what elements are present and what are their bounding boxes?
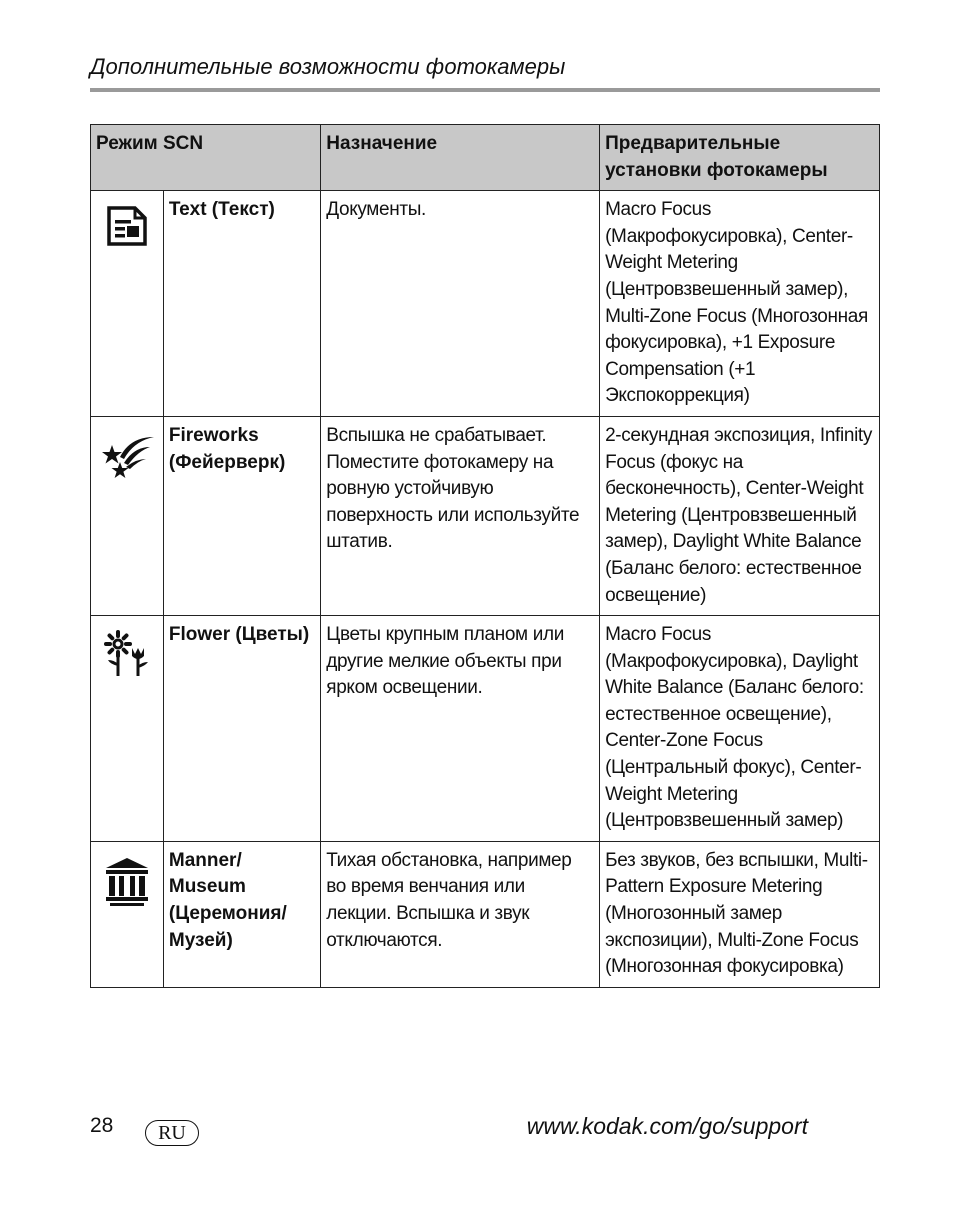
mode-purpose: Тихая обстановка, например во время венчания или лекции. Вспышка и звук отключаются. xyxy=(321,841,600,987)
icon-cell xyxy=(91,616,164,842)
page-header-title: Дополнительные возможности фотокамеры xyxy=(90,54,566,79)
museum-icon xyxy=(104,856,150,908)
table-header-row xyxy=(91,125,880,191)
mode-settings: Без звуков, без вспышки, Multi-Pattern Exposure Metering (Многозонный замер экспозиции), Multi-Zone Focus (Многозонная фокусировка) xyxy=(600,841,880,987)
mode-settings: Macro Focus (Макрофокусировка), Center-Weight Metering (Центровзвешенный замер), Multi-Zone Focus (Многозонная фокусировка), +1 Exposure Compensation (+1 Экспокоррекция) xyxy=(600,191,880,417)
icon-cell xyxy=(91,191,164,417)
support-url: www.kodak.com/go/support xyxy=(526,1113,808,1139)
mode-purpose: Цветы крупным планом или другие мелкие объекты при ярком освещении. xyxy=(321,616,600,842)
mode-settings: 2-секундная экспозиция, Infinity Focus (фокус на бесконечность), Center-Weight Metering (Центровзвешенный замер), Daylight White Balance (Баланс белого: естественное освещение) xyxy=(600,416,880,615)
scn-modes-table xyxy=(90,124,880,988)
text-mode-icon xyxy=(105,205,149,247)
page-number: 28 xyxy=(90,1114,114,1137)
table-row xyxy=(91,416,880,615)
header-purpose: Назначение xyxy=(321,125,600,191)
header-scn-mode: Режим SCN xyxy=(91,125,321,191)
mode-settings: Macro Focus (Макрофокусировка), Daylight White Balance (Баланс белого: естественное освещение), Center-Zone Focus (Центральный фокус), Center-Weight Metering (Центровзвешенный замер) xyxy=(600,616,880,842)
header-camera-settings: Предварительные установки фотокамеры xyxy=(600,125,880,191)
table-row xyxy=(91,616,880,842)
fireworks-icon xyxy=(98,431,156,481)
mode-name: Manner/ Museum (Церемония/ Музей) xyxy=(163,841,320,987)
icon-cell xyxy=(91,841,164,987)
table-row xyxy=(91,841,880,987)
flower-icon xyxy=(102,630,152,678)
mode-purpose: Документы. xyxy=(321,191,600,417)
mode-purpose: Вспышка не срабатывает. Поместите фотокамеру на ровную устойчивую поверхность или используйте штатив. xyxy=(321,416,600,615)
icon-cell xyxy=(91,416,164,615)
header-divider xyxy=(90,88,880,92)
table-row xyxy=(91,191,880,417)
mode-name: Fireworks (Фейерверк) xyxy=(163,416,320,615)
mode-name: Flower (Цветы) xyxy=(163,616,320,842)
language-badge: RU xyxy=(145,1120,199,1146)
mode-name: Text (Текст) xyxy=(163,191,320,417)
